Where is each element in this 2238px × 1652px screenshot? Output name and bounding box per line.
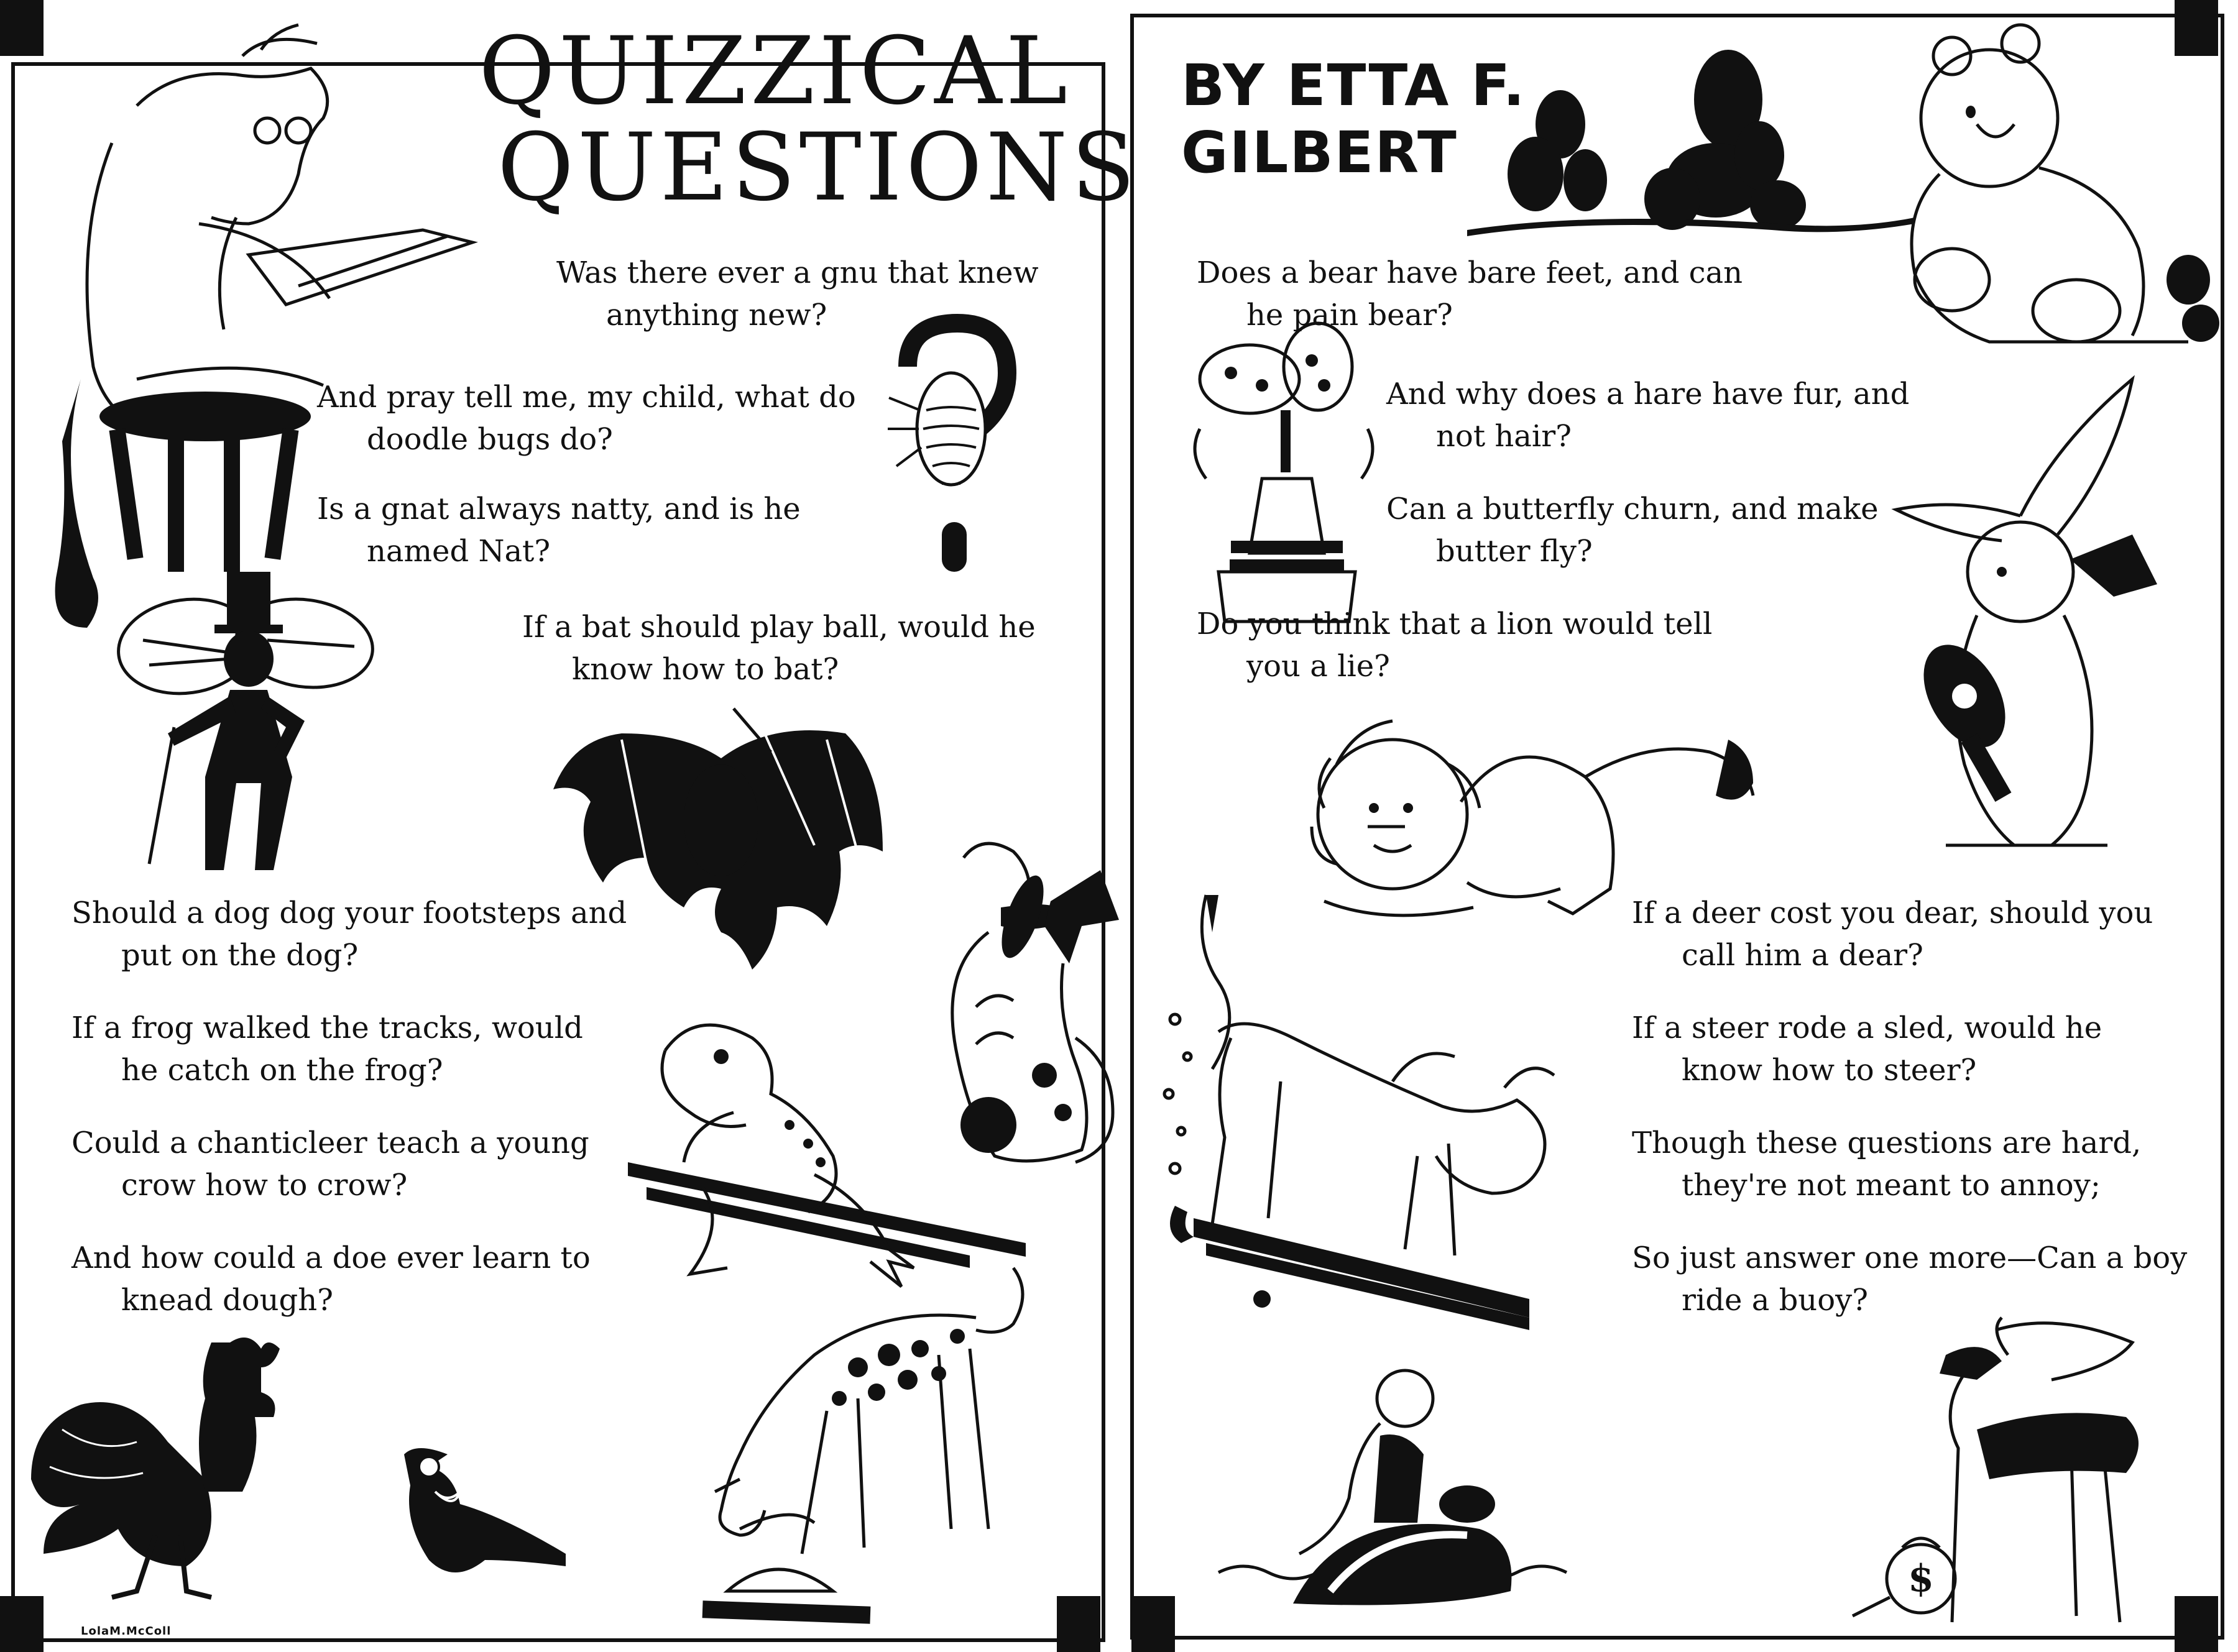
verse-line: Does a bear have bare feet, and can (1197, 255, 1743, 290)
deer-with-money-bag-illustration (1809, 1318, 2182, 1628)
verse-line: Can a butterfly churn, and make (1386, 492, 1879, 526)
verse-line: So just answer one more—Can a boy (1632, 1241, 2188, 1275)
verse-line: they're not meant to annoy; (1682, 1168, 2101, 1203)
verse-line: not hair? (1436, 419, 1572, 454)
verse-line: Is a gnat always natty, and is he (317, 492, 801, 526)
verse-line: And pray tell me, my child, what do (317, 380, 856, 415)
verse-line: Was there ever a gnu that knew (556, 255, 1039, 290)
verse-line: he catch on the frog? (121, 1053, 443, 1088)
author-line-2: GILBERT (1181, 119, 1458, 186)
verse-steer (1632, 1007, 2102, 1091)
bear-illustration (1877, 19, 2226, 367)
verse-questions-hard (1632, 1122, 2141, 1206)
rabbit-with-mirror-illustration (1896, 373, 2157, 870)
verse-line: Should a dog dog your footsteps and (71, 896, 627, 930)
verse-line: put on the dog? (121, 938, 359, 973)
verse-butterfly (1386, 488, 1879, 572)
cactus-silhouette-illustration (1467, 31, 1915, 236)
steer-on-sled-illustration (1156, 895, 1604, 1367)
verse-line: butter fly? (1436, 534, 1593, 569)
verse-line: If a steer rode a sled, would he (1632, 1011, 2102, 1045)
right-page (1119, 0, 2238, 1652)
title-line-1: QUIZZICAL (479, 17, 1072, 126)
verse-line: crow how to crow? (121, 1168, 408, 1203)
verse-line: Could a chanticleer teach a young (71, 1126, 589, 1160)
verse-line: If a frog walked the tracks, would (71, 1011, 583, 1045)
verse-bat (522, 606, 1036, 691)
verse-line: If a bat should play ball, would he (522, 610, 1036, 645)
verse-frog (71, 1007, 583, 1091)
corner-block (1131, 1596, 1175, 1652)
verse-line: ride a buoy? (1682, 1283, 1868, 1318)
verse-dog (71, 892, 627, 976)
verse-chanticleer (71, 1122, 589, 1206)
verse-line: named Nat? (367, 534, 551, 569)
butterfly-on-churn-illustration (1181, 329, 1386, 628)
verse-line: call him a dear? (1682, 938, 1923, 973)
crow-illustration (379, 1442, 591, 1579)
verse-lion (1197, 603, 1712, 687)
verse-line: know how to steer? (1682, 1053, 1977, 1088)
verse-doodle-bugs (317, 376, 856, 461)
verse-line: doodle bugs do? (367, 422, 613, 457)
doe-kneading-dough-illustration (702, 1255, 1051, 1635)
verse-gnat (317, 488, 801, 572)
corner-block (1057, 1596, 1100, 1652)
verse-line: knead dough? (121, 1283, 333, 1318)
verse-doe (71, 1237, 591, 1321)
verse-line: Do you think that a lion would tell (1197, 607, 1713, 641)
frog-on-rail-illustration (628, 1013, 1032, 1280)
artist-signature: LolaM.McColl (81, 1625, 172, 1638)
verse-line: you a lie? (1246, 649, 1390, 684)
verse-hare (1386, 373, 1909, 457)
author-line-1: BY ETTA F. (1181, 52, 1526, 119)
verse-deer (1632, 892, 2153, 976)
rooster-illustration (25, 1330, 323, 1610)
boy-on-buoy-illustration (1218, 1367, 1591, 1628)
verse-bear (1197, 252, 1743, 336)
verse-line: And how could a doe ever learn to (71, 1241, 591, 1275)
gnat-in-top-hat-illustration (124, 572, 373, 883)
verse-line: he pain bear? (1246, 298, 1453, 333)
verse-boy-buoy (1632, 1237, 2187, 1321)
verse-line: If a deer cost you dear, should you (1632, 896, 2153, 930)
doodle-bug-question-mark-illustration (883, 317, 1020, 578)
verse-line: Though these questions are hard, (1632, 1126, 2142, 1160)
verse-line: know how to bat? (572, 652, 839, 687)
verse-line: And why does a hare have fur, and (1386, 377, 1910, 411)
title-line-2: QUESTIONS (497, 114, 1139, 222)
verse-line: anything new? (606, 298, 827, 333)
money-bag-dollar-sign: $ (1908, 1557, 1934, 1600)
